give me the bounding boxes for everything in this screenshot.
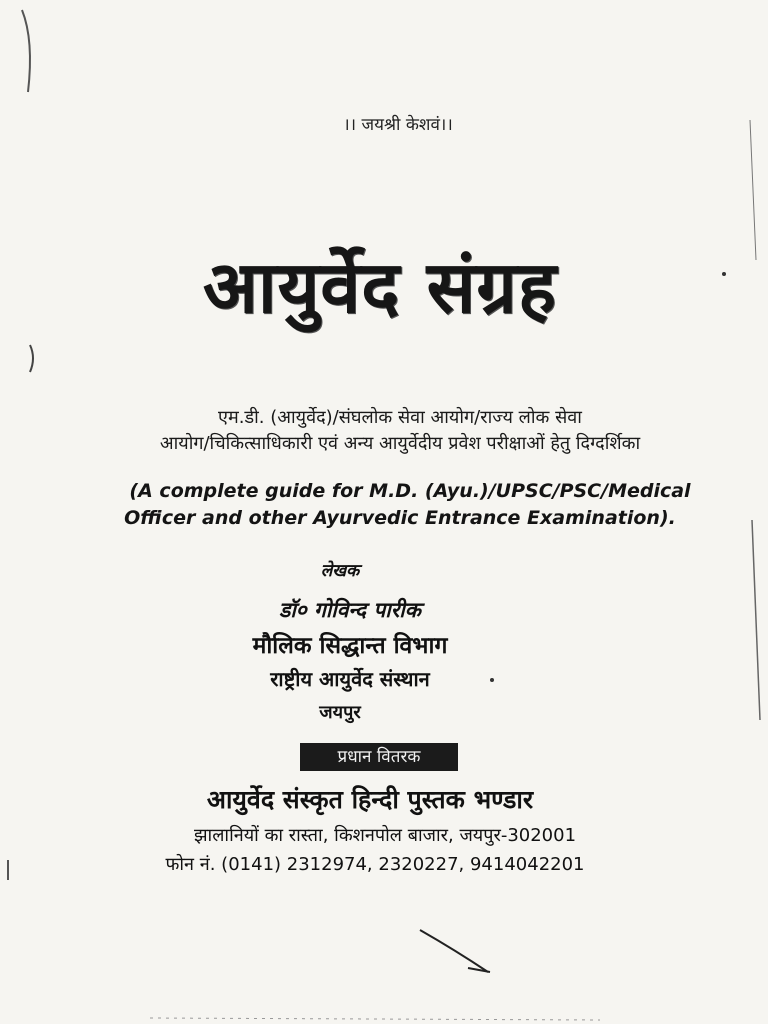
margin-mark-top-left: [22, 10, 30, 92]
english-subtitle-line-1: (A complete guide for M.D. (Ayu.)/UPSC/PSC/Medical: [129, 480, 691, 502]
english-subtitle-line-2: Officer and other Ayurvedic Entrance Examination).: [124, 507, 676, 529]
speck: [722, 272, 726, 276]
book-title: आयुर्वेद संग्रह: [202, 245, 558, 329]
hindi-subtitle-line-1: एम.डी. (आयुर्वेद)/संघलोक सेवा आयोग/राज्य लोक सेवा: [218, 407, 582, 428]
author-department: मौलिक सिद्धान्त विभाग: [252, 633, 448, 659]
pen-stroke: [420, 930, 488, 972]
distributor-address: झालानियों का रास्ता, किशनपोल बाजार, जयपुर-302001: [193, 825, 577, 846]
author-city: जयपुर: [319, 702, 361, 723]
distributor-name: आयुर्वेद संस्कृत हिन्दी पुस्तक भण्डार: [206, 785, 534, 814]
distributor-badge: प्रधान वितरक: [300, 743, 458, 771]
author-institute: राष्ट्रीय आयुर्वेद संस्थान: [270, 667, 430, 691]
bottom-edge-shadow: [150, 1018, 600, 1020]
distributor-phone: फोन नं. (0141) 2312974, 2320227, 9414042201: [165, 854, 585, 875]
author-label: लेखक: [320, 561, 360, 581]
author-name: डॉ० गोविन्द पारीक: [279, 598, 421, 622]
margin-mark-left: [30, 345, 33, 372]
hindi-subtitle-line-2: आयोग/चिकित्साधिकारी एवं अन्य आयुर्वेदीय प्रवेश परीक्षाओं हेतु दिग्दर्शिका: [159, 433, 641, 454]
margin-mark-right: [750, 120, 756, 260]
invocation-line: ।। जयश्री केशवं।।: [343, 115, 453, 135]
margin-mark-right-lower: [752, 520, 760, 720]
